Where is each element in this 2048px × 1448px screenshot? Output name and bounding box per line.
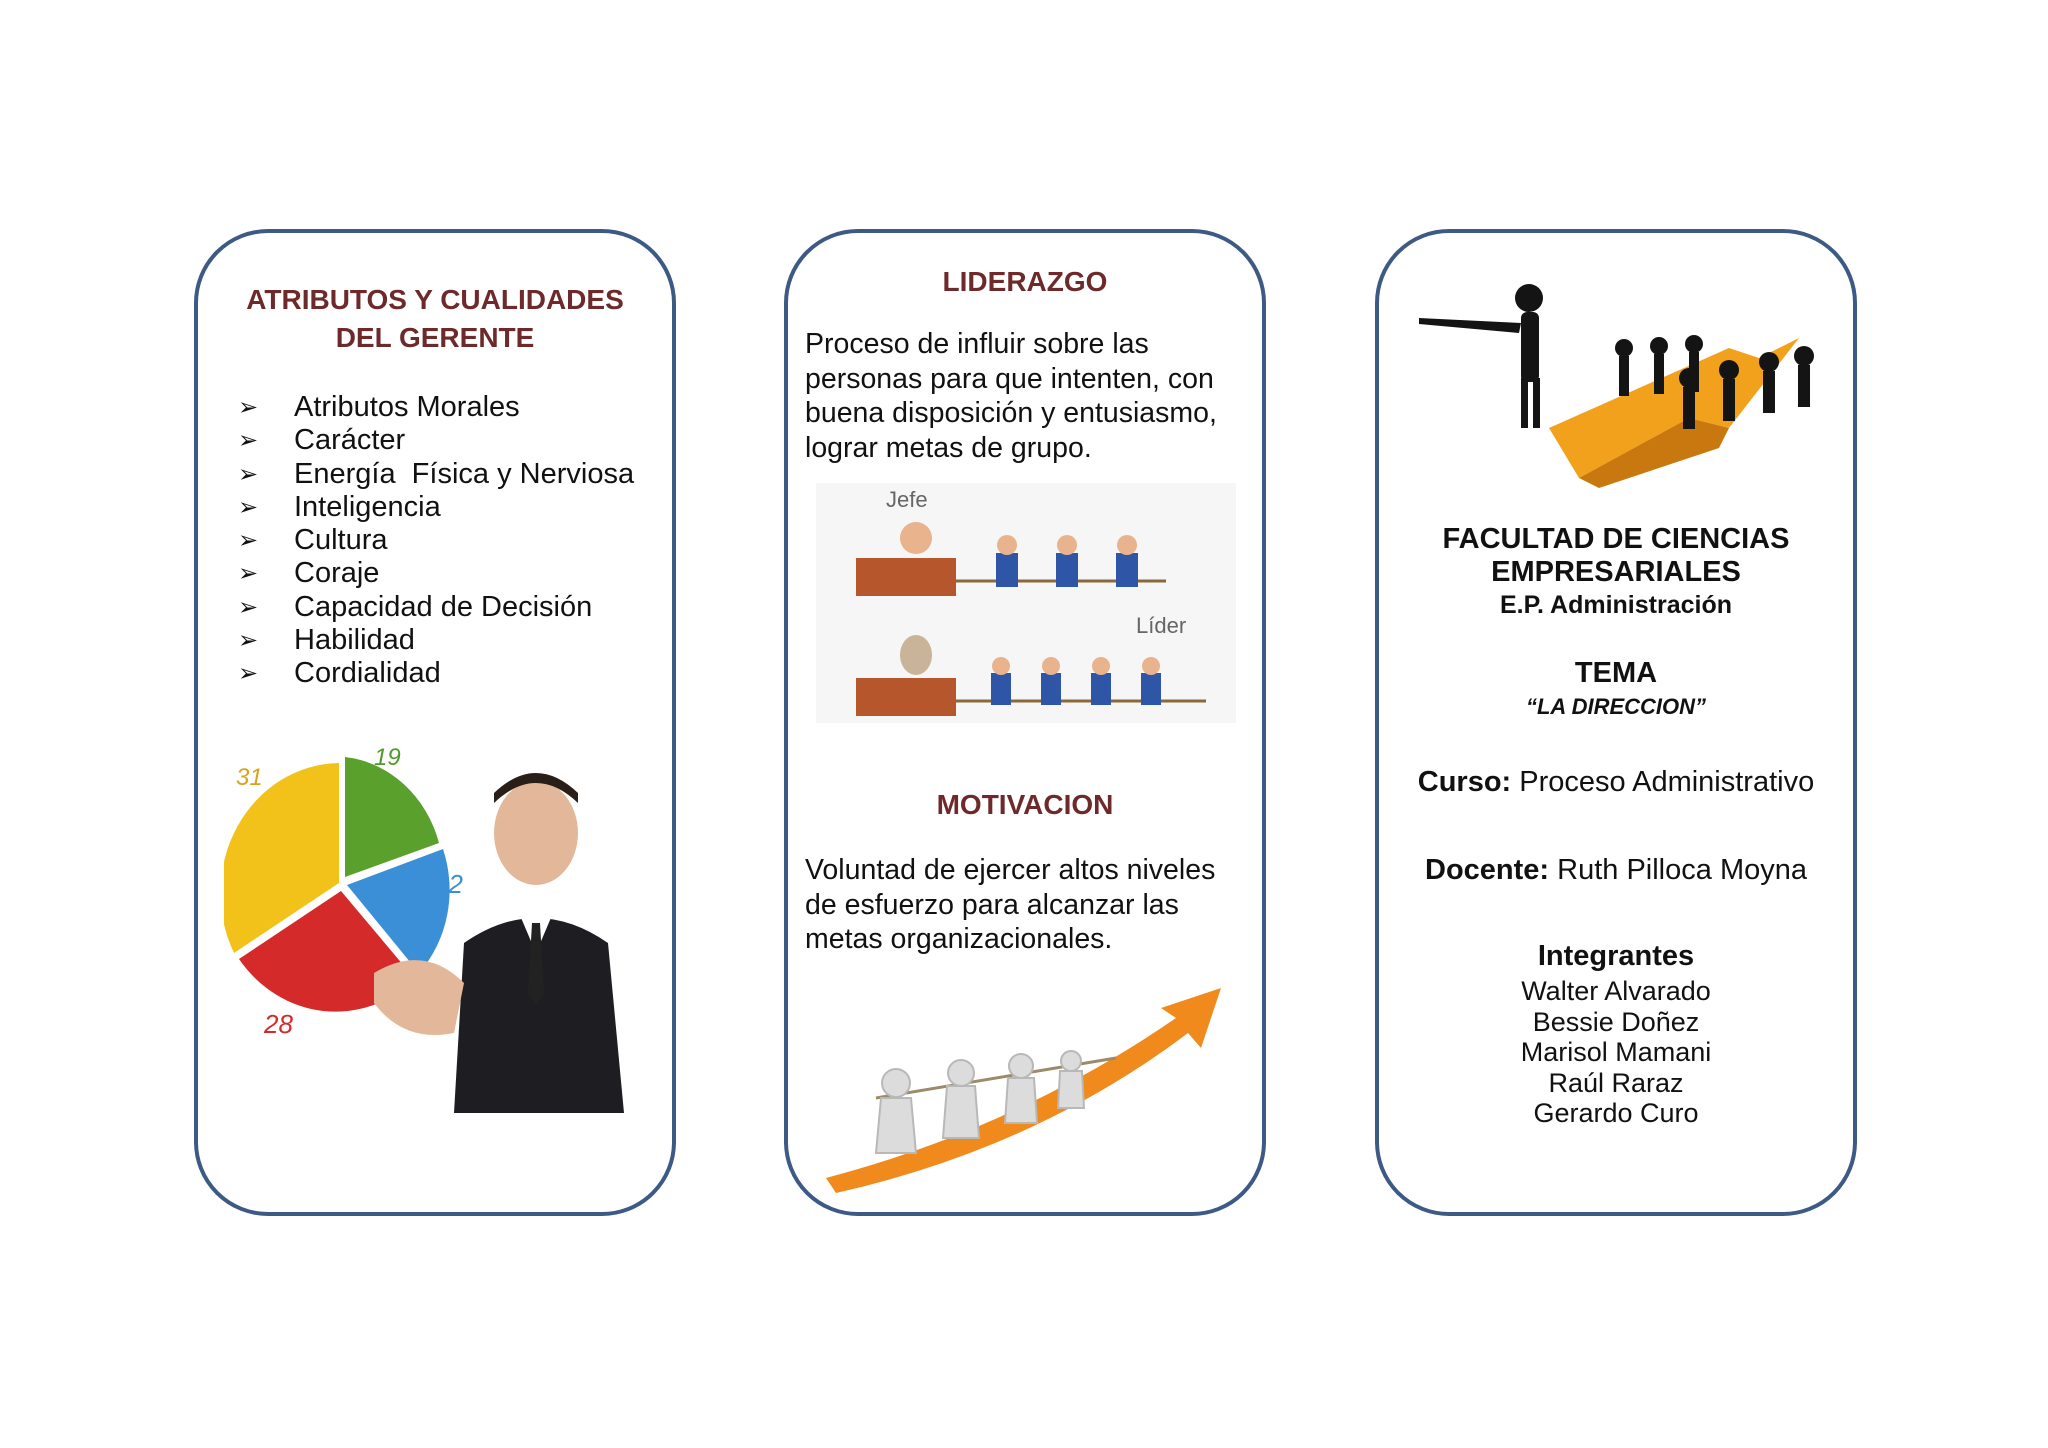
pie-label: 22 — [434, 869, 463, 899]
course-line — [1379, 766, 1853, 799]
leader-label: Líder — [1136, 613, 1187, 638]
list-item-label: Carácter — [294, 424, 406, 457]
list-item — [238, 557, 634, 590]
list-item — [238, 591, 634, 624]
list-item — [238, 491, 634, 524]
arrow-bullet-icon: ➢ — [238, 394, 259, 421]
arrow-bullet-icon: ➢ — [238, 527, 259, 555]
attributes-list — [238, 391, 634, 691]
member-name: Gerardo Curo — [1533, 1098, 1699, 1128]
pie-label: 28 — [264, 1009, 293, 1039]
member-name: Walter Alvarado — [1521, 976, 1711, 1006]
arrow-bullet-icon: ➢ — [238, 427, 259, 455]
list-item-label: Cultura — [294, 524, 388, 557]
teacher-label: Docente: — [1425, 854, 1550, 886]
motivation-text: Voluntad de ejercer altos niveles de esfuerzo para alcanzar las metas organizacionales. — [805, 854, 1216, 955]
leadership-text: Proceso de influir sobre las personas para que intenten, con buena disposición y entusiasmo, lograr metas de grupo. — [805, 328, 1217, 464]
arrow-bullet-icon: ➢ — [238, 460, 259, 488]
panel-cover — [1375, 229, 1857, 1216]
panel-leadership — [784, 229, 1266, 1216]
team-pulling-arrow-illustration — [816, 978, 1236, 1198]
school-name: E.P. Administración — [1499, 591, 1732, 619]
boss-vs-leader-illustration — [816, 483, 1236, 723]
arrow-bullet-icon: ➢ — [238, 660, 259, 688]
list-item-label: Capacidad de Decisión — [294, 590, 593, 623]
teacher-value: Ruth Pilloca Moyna — [1557, 854, 1807, 886]
arrow-bullet-icon: ➢ — [238, 493, 259, 521]
pie-label: 31 — [236, 764, 263, 791]
member-name: Marisol Mamani — [1520, 1037, 1712, 1067]
list-item-label: Energía Física y Nerviosa — [294, 457, 635, 490]
list-item-label: Cordialidad — [294, 657, 441, 690]
topic-label: TEMA — [1574, 657, 1658, 689]
list-item-label: Atributos Morales — [294, 391, 520, 423]
panel-attributes — [194, 229, 676, 1216]
course-label: Curso: — [1417, 766, 1512, 798]
arrow-bullet-icon: ➢ — [238, 627, 259, 655]
boss-label: Jefe — [886, 487, 928, 512]
list-item-label: Habilidad — [294, 624, 415, 657]
attributes-heading: ATRIBUTOS Y CUALIDADES DEL GERENTE — [246, 284, 624, 353]
list-item — [238, 624, 634, 657]
list-item-label: Coraje — [294, 557, 380, 590]
leadership-heading: LIDERAZGO — [942, 266, 1108, 297]
leader-figures-arrow-illustration — [1399, 278, 1839, 488]
list-item — [238, 524, 634, 557]
topic-title: “LA DIRECCION” — [1525, 694, 1707, 719]
member-name: Bessie Doñez — [1532, 1006, 1700, 1037]
businessman-pie-chart-illustration — [224, 743, 664, 1113]
pie-label: 19 — [374, 744, 401, 771]
list-item — [238, 424, 634, 457]
list-item — [238, 458, 634, 491]
motivation-heading: MOTIVACION — [936, 789, 1114, 820]
teacher-line — [1379, 854, 1853, 887]
list-item-label: Inteligencia — [294, 490, 441, 523]
member-name: Raúl Raraz — [1548, 1067, 1684, 1098]
faculty-title: FACULTAD DE CIENCIAS EMPRESARIALES — [1442, 523, 1790, 588]
list-item — [238, 391, 634, 424]
list-item — [238, 657, 634, 690]
arrow-bullet-icon: ➢ — [238, 593, 259, 621]
course-value: Proceso Administrativo — [1519, 766, 1815, 798]
members-list — [1379, 976, 1853, 1129]
arrow-bullet-icon: ➢ — [238, 560, 259, 588]
members-heading: Integrantes — [1537, 940, 1695, 972]
